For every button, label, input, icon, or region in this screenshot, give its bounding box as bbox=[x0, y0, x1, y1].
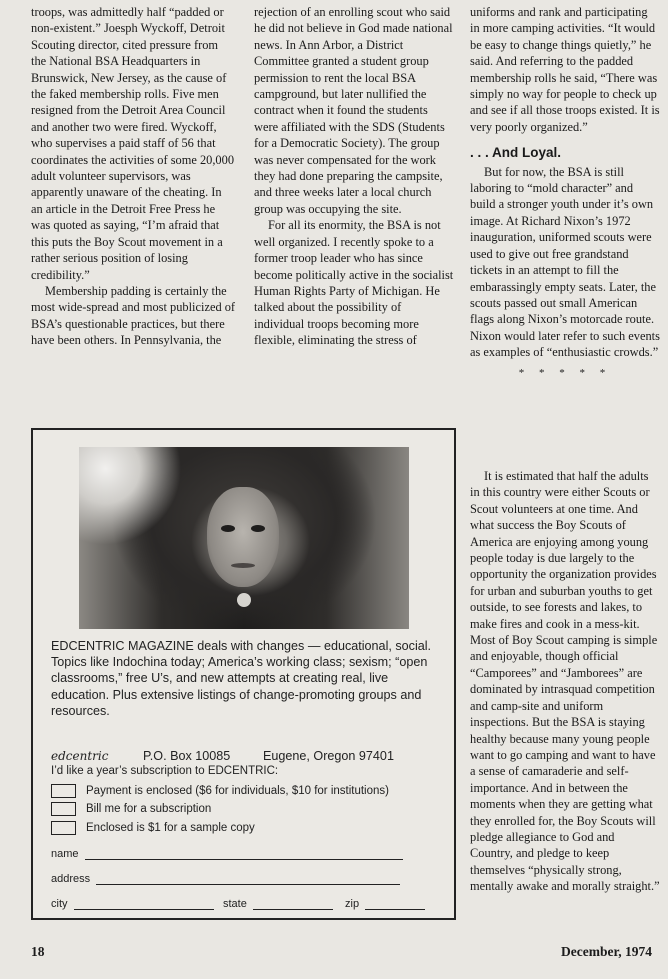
address-underline[interactable] bbox=[96, 874, 400, 885]
name-underline[interactable] bbox=[85, 849, 403, 860]
name-field[interactable] bbox=[51, 848, 403, 860]
checkbox-icon[interactable] bbox=[51, 821, 76, 835]
zip-underline[interactable] bbox=[365, 899, 425, 910]
article-column-3 bbox=[470, 4, 660, 381]
paragraph: Membership padding is certainly the most wide-spread and most publicized of BSA’s questionable practices, but there have been others. In Pennsylvania, the bbox=[31, 283, 236, 348]
field-label: state bbox=[223, 898, 247, 910]
article-column-3-continued bbox=[470, 468, 660, 895]
state-field[interactable] bbox=[223, 898, 333, 910]
eye-shape bbox=[221, 525, 235, 532]
option-payment-enclosed[interactable] bbox=[51, 784, 389, 798]
face-shape bbox=[207, 487, 279, 587]
ad-body bbox=[51, 638, 443, 719]
paragraph: But for now, the BSA is still laboring to “mold character” and build a stronger youth under it’s own image. At Richard Nixon’s 1972 inauguration, uniformed scouts were used to give out free grandstand tickets in an attempt to fill the embarassingly empty seats. Later, the scouts passed out small American flags along Nixon’s motorcade route. Nixon would later refer to such events as examples of “enthusiastic crowds.” bbox=[470, 164, 660, 360]
zip-field[interactable] bbox=[345, 898, 425, 910]
paragraph: uniforms and rank and participating in more camping activities. “It would be easy to change things quietly,” he said. And referring to the padded membership rolls he said, “There was simply no way for people to check up and see if all those troops existed. It is very poorly organized.” bbox=[470, 5, 660, 134]
city-underline[interactable] bbox=[74, 899, 214, 910]
address-field[interactable] bbox=[51, 873, 400, 885]
ad-line-topics: Topics like Indochina today; America’s working class; sexism; “open classrooms,” free U’s, and new attempts at creating real, live education. Plus extensive listings of change-promoting groups and resources. bbox=[51, 655, 428, 718]
edcentric-logo: edcentric bbox=[51, 749, 109, 763]
section-divider-stars: * * * * * bbox=[518, 366, 612, 379]
ad-address bbox=[51, 749, 443, 763]
field-label: name bbox=[51, 848, 79, 860]
mouth-shape bbox=[231, 563, 255, 568]
option-bill-me[interactable] bbox=[51, 802, 211, 816]
field-label: city bbox=[51, 898, 68, 910]
ad-photo-girl-portrait bbox=[79, 447, 409, 629]
article-column-2 bbox=[254, 4, 454, 349]
subscription-prompt: I’d like a year’s subscription to EDCENTRIC: bbox=[51, 765, 279, 777]
page-number: 18 bbox=[31, 944, 45, 959]
paragraph: For all its enormity, the BSA is not well organized. I recently spoke to a former troop leader who has since become politically active in the socialist Human Rights Party of Michigan. He talked about the possibility of individual troops becoming more flexible, eliminating the stress of bbox=[254, 218, 454, 348]
checkbox-icon[interactable] bbox=[51, 784, 76, 798]
paragraph: It is estimated that half the adults in this country were either Scouts or Scout volunteers at one time. And what success the Boy Scouts of America are enjoying among young people today is due largely to the opportunity the organization provides for urban and suburban youths to get outside, to see forests and lakes, to make fires and cook in a mess-kit. Most of Boy Scout camping is simple and enjoyable, though official “Camporees” and “Jamborees” are dominated by intrasquad competition and camp-site and uniform inspections. But the BSA is staying healthy because many young people want to go camping and want to have a sense of camaraderie and self-importance. And in between the moments when they are getting what they enrolled for, the Boy Scouts will pledge allegiance to God and Country, and pledge to keep themselves “physically strong, mentally awake and morally straight.” bbox=[470, 469, 660, 894]
option-sample-copy[interactable] bbox=[51, 821, 255, 835]
po-box: P.O. Box 10085 bbox=[143, 749, 231, 763]
paragraph: troops, was admittedly half “padded or non-existent.” Joesph Wyckoff, Detroit Scouting director, cited pressure from the National BSA Headquarters in Brunswick, New Jersey, as the cause of the faked membership rolls. Five men resigned from the Detroit Area Council and another two were fired. Wyckoff, who supervises a paid staff of 56 that coordinates the activities of some 20,000 adult volunteer supervisors, was apparently unaware of the cheating. In an article in the Detroit Free Press he was quoted as saying, “I’m afraid that this puts the Boy Scout movement in a rather serious position of losing credibility.” bbox=[31, 5, 235, 282]
ad-line-intro: EDCENTRIC MAGAZINE deals with changes — educational, social. bbox=[51, 639, 432, 653]
section-subheading: . . . And Loyal. bbox=[470, 145, 562, 161]
coat-button-shape bbox=[237, 593, 251, 607]
paragraph: rejection of an enrolling scout who said he did not believe in God made national news. In Ann Arbor, a District Committee granted a student group permission to rent the local BSA campground, but later nullified the contract when it found the students were affiliated with the SDS (Students for a Democratic Society). The group was never compensated for the work they had done preparing the campsite, and three weeks later a local church group was occupying the site. bbox=[254, 5, 453, 216]
city-address: Eugene, Oregon 97401 bbox=[263, 749, 394, 763]
edcentric-advertisement bbox=[31, 428, 456, 920]
eye-shape bbox=[251, 525, 265, 532]
field-label: address bbox=[51, 873, 91, 885]
option-label: Payment is enclosed ($6 for individuals, $10 for institutions) bbox=[86, 785, 389, 797]
field-label: zip bbox=[345, 898, 360, 910]
option-label: Bill me for a subscription bbox=[86, 803, 212, 815]
state-underline[interactable] bbox=[253, 899, 333, 910]
issue-date: December, 1974 bbox=[561, 944, 652, 959]
option-label: Enclosed is $1 for a sample copy bbox=[86, 822, 255, 834]
checkbox-icon[interactable] bbox=[51, 802, 76, 816]
article-column-1 bbox=[31, 4, 236, 349]
city-field[interactable] bbox=[51, 898, 214, 910]
